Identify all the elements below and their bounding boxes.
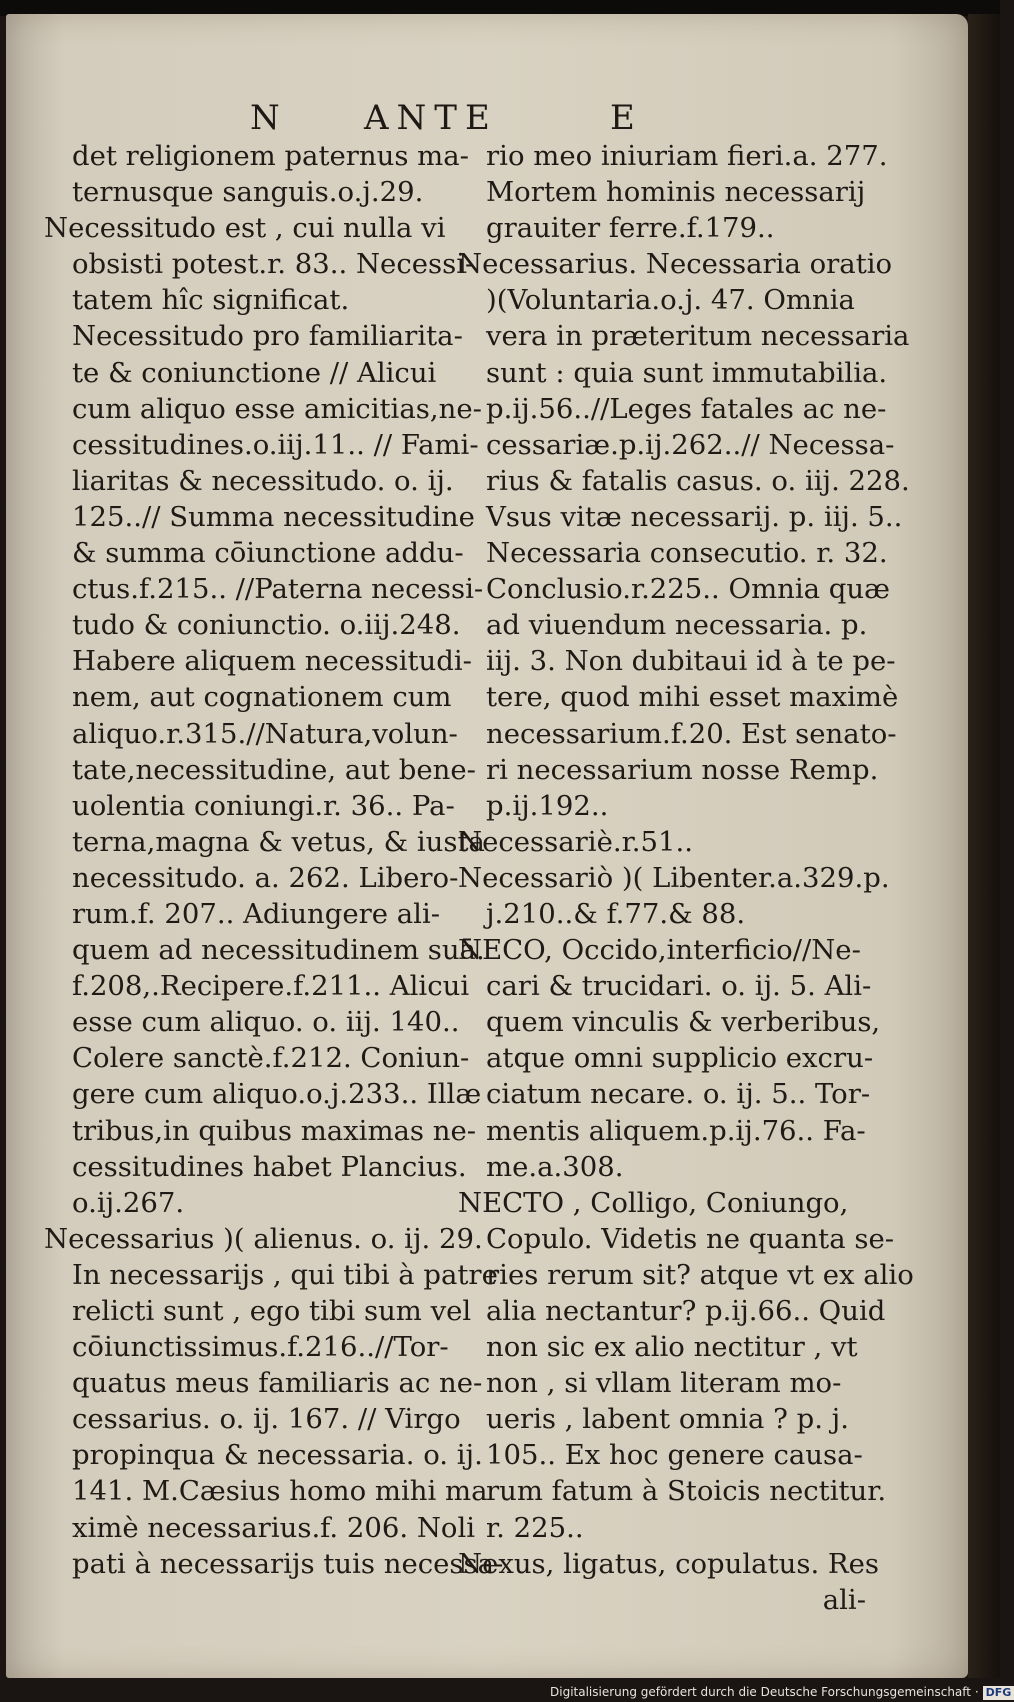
- text-line: necessitudo. a. 262. Libero-: [72, 861, 459, 894]
- text-line: f.208,.Recipere.f.211.. Alicui: [72, 970, 470, 1003]
- text-line: tere, quod mihi esset maximè: [486, 681, 899, 714]
- text-line: vera in præteritum necessaria: [486, 320, 910, 353]
- text-line: cum aliquo esse amicitias,ne-: [72, 392, 482, 425]
- text-line: sunt : quia sunt immutabilia.: [486, 356, 888, 389]
- text-line: quatus meus familiaris ac ne-: [72, 1367, 483, 1400]
- text-line: Necessaria consecutio. r. 32.: [486, 537, 888, 570]
- text-line: tate,necessitudine, aut bene-: [72, 753, 476, 786]
- text-line: gere cum aliquo.o.j.233.. Illæ: [72, 1078, 482, 1111]
- text-line: cōiunctissimus.f.216..//Tor-: [72, 1331, 449, 1364]
- text-line: relicti sunt , ego tibi sum vel: [72, 1295, 472, 1327]
- text-line: cessarius. o. ij. 167. // Virgo: [72, 1403, 461, 1436]
- text-line: rius & fatalis casus. o. iij. 228.: [486, 464, 910, 497]
- text-line: Necessarius )( alienus. o. ij. 29.: [44, 1222, 483, 1255]
- text-line: propinqua & necessaria. o. ij.: [72, 1439, 483, 1472]
- text-line: Vsus vitæ necessarij. p. iij. 5..: [486, 500, 903, 533]
- text-line: ciatum necare. o. ij. 5.. Tor-: [486, 1078, 871, 1111]
- text-line: 125..// Summa necessitudine: [72, 500, 475, 533]
- text-line: ri necessarium nosse Remp.: [486, 753, 879, 786]
- scan-right-edge: [968, 14, 1000, 1678]
- text-line: iij. 3. Non dubitaui id à te pe-: [486, 645, 896, 678]
- text-line: Nexus, ligatus, copulatus. Res: [458, 1547, 880, 1580]
- text-line: cari & trucidari. o. ij. 5. Ali-: [486, 970, 872, 1003]
- text-line: In necessarijs , qui tibi à patre: [72, 1258, 498, 1291]
- text-line: terna,magna & vetus, & iusta: [72, 825, 485, 858]
- book-page: [6, 14, 968, 1678]
- text-line: te & coniunctione // Alicui: [72, 356, 437, 389]
- text-line: Habere aliquem necessitudi-: [72, 645, 472, 678]
- text-line: uolentia coniungi.r. 36.. Pa-: [72, 789, 455, 822]
- text-line: NECO, Occido,interficio//Ne-: [458, 934, 861, 967]
- credit-text: Digitalisierung gefördert durch die Deutsche Forschungsgemeinschaft ·: [550, 1685, 979, 1699]
- text-line: ueris , labent omnia ? p. j.: [486, 1403, 849, 1436]
- catchword: ali-: [822, 1583, 866, 1616]
- text-line: nem, aut cognationem cum: [72, 681, 452, 714]
- text-line: grauiter ferre.f.179..: [486, 212, 775, 245]
- text-line: atque omni supplicio excru-: [486, 1042, 874, 1075]
- text-line: quem vinculis & verberibus,: [486, 1006, 881, 1039]
- text-line: Necessitudo est , cui nulla vi: [44, 212, 446, 245]
- text-line: rum fatum à Stoicis nectitur.: [486, 1475, 887, 1508]
- text-line: & summa cōiunctione addu-: [72, 537, 464, 570]
- text-line: cessariæ.p.ij.262..// Necessa-: [486, 428, 895, 461]
- text-line: non , si vllam literam mo-: [486, 1367, 842, 1400]
- text-line: alia nectantur? p.ij.66.. Quid: [486, 1295, 886, 1327]
- text-line: ries rerum sit? atque vt ex alio: [486, 1258, 914, 1291]
- running-head-center: ANTE: [364, 98, 498, 138]
- text-line: Mortem hominis necessarij: [486, 176, 866, 209]
- text-line: pati à necessarijs tuis necessa-: [72, 1547, 504, 1580]
- text-line: aliquo.r.315.//Natura,volun-: [72, 717, 458, 750]
- text-line: 105.. Ex hoc genere causa-: [486, 1439, 863, 1472]
- text-line: cessitudines habet Plancius.: [72, 1150, 467, 1183]
- digitization-credit: [550, 1683, 1012, 1701]
- text-line: mentis aliquem.p.ij.76.. Fa-: [486, 1114, 866, 1147]
- text-line: cessitudines.o.iij.11.. // Fami-: [72, 428, 479, 461]
- text-line: p.ij.56..//Leges fatales ac ne-: [486, 392, 887, 425]
- text-line: quem ad necessitudinem suā.: [72, 934, 485, 967]
- text-line: obsisti potest.r. 83.. Necessi-: [72, 248, 475, 281]
- text-line: tribus,in quibus maximas ne-: [72, 1114, 477, 1147]
- right-column: [458, 138, 914, 1618]
- text-line: 141. M.Cæsius homo mihi ma: [72, 1475, 488, 1508]
- text-line: Necessariò )( Libenter.a.329.p.: [458, 861, 890, 894]
- text-line: ctus.f.215.. //Paterna necessi-: [72, 573, 484, 606]
- text-line: Necessitudo pro familiarita-: [72, 320, 463, 353]
- text-line: esse cum aliquo. o. iij. 140..: [72, 1006, 460, 1039]
- dfg-logo: DFG: [983, 1686, 1014, 1700]
- text-line: rio meo iniuriam fieri.a. 277.: [486, 140, 888, 172]
- running-head-left: N: [250, 98, 282, 138]
- text-line: Necessarius. Necessaria oratio: [458, 248, 893, 281]
- text-line: o.ij.267.: [72, 1186, 185, 1219]
- text-line: det religionem paternus ma-: [72, 140, 469, 172]
- text-line: ximè necessarius.f. 206. Noli: [72, 1511, 476, 1544]
- text-line: tatem hîc significat.: [72, 284, 350, 317]
- left-column: [44, 138, 504, 1582]
- text-line: Copulo. Videtis ne quanta se-: [486, 1222, 895, 1255]
- text-line: me.a.308.: [486, 1150, 624, 1183]
- text-line: j.210..& f.77.& 88.: [486, 897, 746, 930]
- text-line: )(Voluntaria.o.j. 47. Omnia: [486, 284, 855, 317]
- text-line: liaritas & necessitudo. o. ij.: [72, 464, 454, 497]
- text-line: ternusque sanguis.o.j.29.: [72, 176, 424, 209]
- text-line: Conclusio.r.225.. Omnia quæ: [486, 573, 890, 606]
- text-line: Colere sanctè.f.212. Coniun-: [72, 1042, 470, 1075]
- text-line: r. 225..: [486, 1511, 584, 1544]
- running-head-right: E: [610, 98, 637, 138]
- text-line: ad viuendum necessaria. p.: [486, 609, 868, 642]
- text-line: Necessariè.r.51..: [458, 825, 693, 858]
- text-line: non sic ex alio nectitur , vt: [486, 1331, 858, 1364]
- text-line: tudo & coniunctio. o.iij.248.: [72, 609, 461, 642]
- text-line: p.ij.192..: [486, 789, 609, 822]
- text-line: NECTO , Colligo, Coniungo,: [458, 1186, 849, 1219]
- text-line: necessarium.f.20. Est senato-: [486, 717, 897, 750]
- text-line: rum.f. 207.. Adiungere ali-: [72, 897, 441, 930]
